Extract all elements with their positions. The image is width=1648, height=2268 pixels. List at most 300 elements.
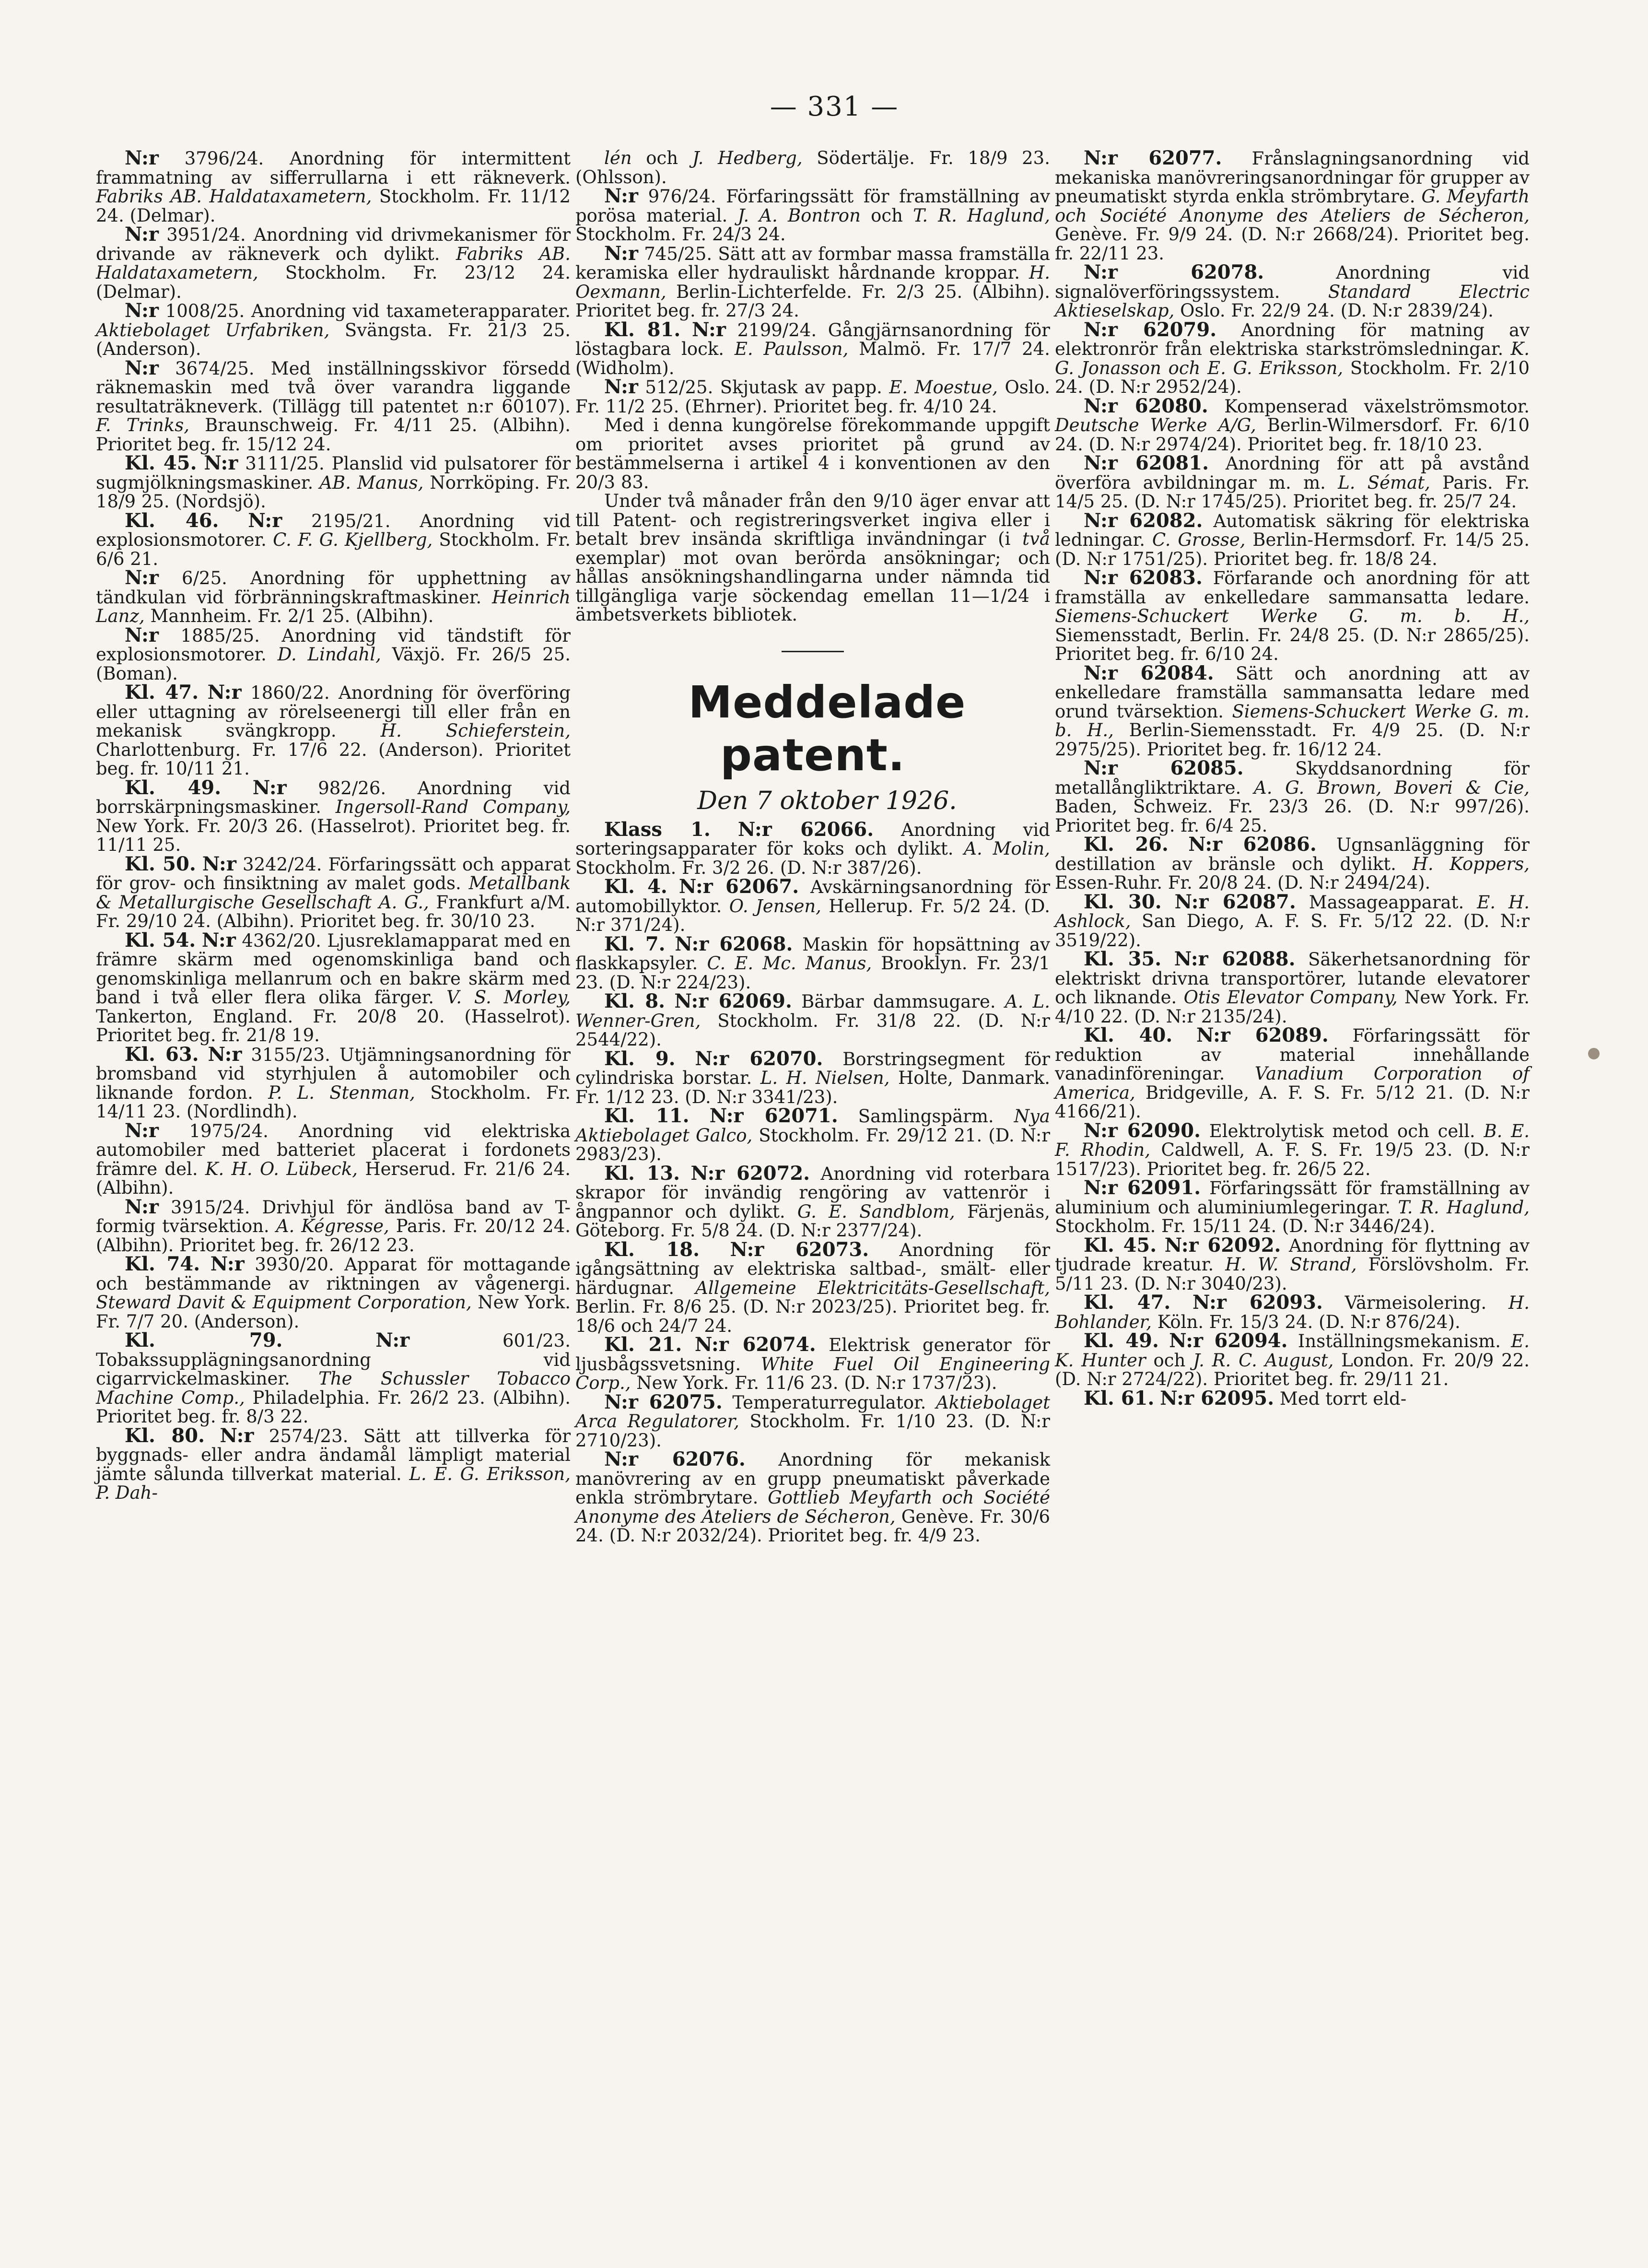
entry-text: Stockholm. Fr. 1/10 23. (D. N:r 2710/23). xyxy=(575,1411,1050,1451)
entry-text: Norrköping. Fr. 18/9 25. (Nordsjö). xyxy=(96,472,571,512)
patent-entry xyxy=(1055,454,1530,511)
entry-text: New York. Fr. 7/7 20. (Anderson). xyxy=(96,1292,571,1332)
patent-number: N:r 62094. xyxy=(1169,1329,1288,1352)
patent-entry xyxy=(575,877,1050,935)
entry-text: Stockholm. Fr. 29/12 21. (D. N:r 2983/23). xyxy=(575,1125,1051,1164)
patent-entry xyxy=(1055,835,1530,893)
class-label: Kl. 81. xyxy=(604,318,681,341)
entry-text: Elektrolytisk metod och cell. xyxy=(1201,1120,1484,1141)
entry-text: Stockholm. Fr. 24/3 24. xyxy=(575,224,786,245)
patent-entry xyxy=(96,568,571,626)
applicant-name: Ingersoll-Rand Company, xyxy=(335,797,571,817)
patent-entry xyxy=(96,1195,571,1256)
patent-number: N:r 62068. xyxy=(675,932,793,955)
entry-text: 4362/20. Ljusreklamapparat med en främre skärm med ogenomskinliga band och genomskinliga mellanrum och en bakre skärm med band i två eller flera olika färger. xyxy=(96,930,571,1008)
entry-text: Säkerhetsanordning för elektriskt drivna transportörer, lutande elevatorer och liknande. xyxy=(1055,949,1530,1008)
entry-text: Baden, Schweiz. Fr. 23/3 26. (D. N:r 997/26). Prioritet beg. fr. 6/4 25. xyxy=(1055,796,1530,836)
entry-text: 6/25. Anordning för upphettning av tändkulan vid förbränningskraftmaskiner. xyxy=(96,568,571,608)
applicant-name: L. E. G. Eriksson, P. Dah- xyxy=(96,1463,571,1503)
entry-text: Med torrt eld- xyxy=(1274,1388,1407,1409)
class-label: Kl. 74. xyxy=(125,1253,200,1275)
entry-text: 3111/25. Planslid vid pulsatorer för sugmjölkningsmaskiner. xyxy=(96,453,571,493)
entry-text: Paris. Fr. 14/5 25. (D. N:r 1745/25). Prioritet beg. fr. 25/7 24. xyxy=(1055,472,1530,512)
applicant-name: E. K. Hunter xyxy=(1055,1331,1530,1371)
entry-text: Anordning för igångsättning av elektriska saltbad-, smält- eller härdugnar. xyxy=(575,1239,1051,1298)
patent-number: N:r xyxy=(125,1195,159,1218)
entry-text: Massageapparat. xyxy=(1296,892,1477,913)
patent-entry xyxy=(1055,511,1530,569)
entry-text: 3951/24. Anordning vid drivmekanismer för drivande av räkneverk och dylikt. xyxy=(96,224,571,264)
entry-text: Stockholm. Fr. 6/6 21. xyxy=(96,529,571,569)
column-left xyxy=(96,149,571,1503)
applicant-name: Vanadium Corporation of America, xyxy=(1055,1063,1530,1103)
class-label: Kl. 49. xyxy=(125,776,222,799)
patent-number: N:r xyxy=(208,1043,242,1066)
class-label: Kl. 79. xyxy=(125,1329,283,1351)
entry-text: Sätt och anordning att av enkelledare framställa sammansatta ledare med orund tvärsektion. xyxy=(1055,663,1530,722)
patent-entry xyxy=(575,377,1050,416)
entry-text: Berlin. Fr. 8/6 25. (D. N:r 2023/25). Prioritet beg. fr. 18/6 och 24/7 24. xyxy=(575,1296,1050,1336)
patent-entry xyxy=(575,1164,1050,1240)
applicant-name: Siemens-Schuckert Werke G. m. b. H., xyxy=(1055,701,1530,740)
patent-number: N:r 62085. xyxy=(1084,757,1244,779)
applicant-name: E. Paulsson, xyxy=(734,339,849,359)
entry-text: Förfaringssätt för framställning av aluminium och aluminiumlegeringar. xyxy=(1055,1178,1530,1218)
patent-number: N:r xyxy=(204,452,238,474)
patent-entry xyxy=(96,1331,571,1426)
entry-text: 2199/24. Gångjärnsanordning för löstagbara lock. xyxy=(575,319,1050,359)
class-label: Kl. 47. xyxy=(1084,1291,1171,1314)
class-label: Kl. 50. xyxy=(125,852,196,875)
applicant-name: V. S. Morley, xyxy=(446,987,571,1008)
patent-number: N:r 62077. xyxy=(1084,147,1222,169)
patent-entry xyxy=(96,149,571,225)
entry-text: Anordning vid roterbara skrapor för invändig rengöring av vattenrör i ångpannor och dylikt. xyxy=(575,1163,1050,1222)
patent-entry xyxy=(575,1450,1050,1545)
entry-text: Siemensstadt, Berlin. Fr. 24/8 25. (D. N:r 2865/25). Prioritet beg. fr. 6/10 24. xyxy=(1055,624,1530,664)
patent-number: N:r 62072. xyxy=(690,1162,810,1185)
patent-entry xyxy=(96,778,571,855)
patent-number: N:r xyxy=(375,1329,410,1351)
class-label: Kl. 13. xyxy=(604,1162,680,1185)
entry-text: Oslo. Fr. 11/2 25. (Ehrner). Prioritet beg. fr. 4/10 24. xyxy=(575,377,1051,417)
entry-text: Förfaringssätt för reduktion av material innehållande vanadinföreningar. xyxy=(1055,1025,1530,1084)
patent-number: N:r 62080. xyxy=(1084,394,1208,417)
middle-bottom-entries xyxy=(575,820,1050,1545)
patent-number: N:r 62089. xyxy=(1196,1024,1329,1046)
patent-entry xyxy=(96,852,571,931)
class-label: Kl. 9. xyxy=(604,1047,676,1070)
patent-entry xyxy=(1055,394,1530,455)
patent-entry xyxy=(1055,1293,1530,1331)
applicant-name: Steward Davit & Equipment Corporation, xyxy=(96,1292,472,1313)
applicant-name: A. G. Brown, Boveri & Cie, xyxy=(1254,777,1530,798)
class-label: Kl. 7. xyxy=(604,932,666,955)
applicant-name: Nya Aktiebolaget Galco, xyxy=(575,1106,1050,1146)
patent-entry xyxy=(575,244,1050,320)
patent-entry xyxy=(575,992,1050,1049)
applicant-name: L. Sémat, xyxy=(1338,472,1430,493)
applicant-name: Standard Electric Aktieselskap, xyxy=(1055,281,1530,321)
patent-number: N:r 62070. xyxy=(695,1047,823,1070)
class-label: Kl. 11. xyxy=(604,1105,690,1127)
class-label: Kl. 30. xyxy=(1084,890,1162,913)
entry-text: Mannheim. Fr. 2/1 25. (Albihn). xyxy=(144,606,434,626)
entry-text: Värmeisolering. xyxy=(1322,1293,1508,1313)
patent-number: N:r 62081. xyxy=(1084,452,1209,474)
patent-number: N:r xyxy=(604,376,638,398)
entry-text: New York. Fr. 4/10 22. (D. N:r 2135/24). xyxy=(1055,987,1530,1027)
applicant-name: H. Bohlander, xyxy=(1055,1293,1530,1332)
entry-text: Inställningsmekanism. xyxy=(1287,1331,1511,1351)
column-middle xyxy=(575,149,1050,1545)
patent-number: N:r xyxy=(125,566,159,589)
patent-number: N:r 62091. xyxy=(1084,1176,1201,1199)
applicant-name: C. E. Mc. Manus, xyxy=(707,953,872,974)
entry-text: och xyxy=(631,148,692,168)
applicant-name: The Schussler Tobacco Machine Comp., xyxy=(96,1368,571,1408)
entry-text: Frånslagningsanordning vid mekaniska manövreringsanordningar för grupper av pneumatiskt styrda enkla strömbrytare. xyxy=(1055,148,1530,207)
applicant-name: A. Molin, xyxy=(964,838,1050,859)
patent-number: N:r 62093. xyxy=(1192,1291,1323,1314)
applicant-name: A. L. Wenner-Gren, xyxy=(575,991,1050,1031)
patent-entry xyxy=(1055,320,1530,397)
class-label: Klass 1. xyxy=(604,818,711,841)
entry-text: Stockholm. Fr. 31/8 22. (D. N:r 2544/22). xyxy=(575,1010,1050,1050)
entry-text: San Diego, A. F. S. Fr. 5/12 22. (D. N:r 3519/22). xyxy=(1055,911,1530,951)
patent-number: N:r 62084. xyxy=(1084,661,1214,684)
entry-text: Maskin för hopsättning av flaskkapsyler. xyxy=(575,934,1050,974)
class-label: Kl. 45. xyxy=(1084,1234,1157,1257)
applicant-name: G. Meyfarth och Société Anonyme des Ateliers de Sécheron, xyxy=(1055,186,1530,226)
entry-text: Temperaturregulator. xyxy=(722,1392,936,1413)
entry-text: 512/25. Skjutask av papp. xyxy=(638,377,889,398)
entry-text: 3674/25. Med inställningsskivor försedd räknemaskin med två över varandra liggande resultaträkneverk. (Tillägg till patentet n:r 60107). xyxy=(96,358,571,417)
entry-text: Anordning för att på avstånd överföra avbildningar m. m. xyxy=(1055,453,1530,493)
applicant-name: T. R. Haglund, xyxy=(913,205,1051,226)
applicant-name: C. F. G. Kjellberg, xyxy=(273,529,433,550)
applicant-name: L. H. Nielsen, xyxy=(760,1068,890,1088)
entry-text: 1975/24. Anordning vid elektriska automobiler med batteriet placerat i fordonets främre del. xyxy=(96,1120,571,1179)
middle-top-entries xyxy=(575,149,1050,624)
patent-entry xyxy=(96,1121,571,1198)
entry-text: Borstringsegment för cylindriska borstar. xyxy=(575,1048,1050,1088)
patent-number: N:r xyxy=(201,928,236,952)
class-label: Kl. 80. xyxy=(125,1424,205,1447)
applicant-name: Fabriks AB. Haldataxametern, xyxy=(96,186,372,207)
applicant-name: E. H. Ashlock, xyxy=(1055,892,1530,931)
patent-number: N:r xyxy=(207,681,242,704)
entry-text: Philadelphia. Fr. 26/2 23. (Albihn). Prioritet beg. fr. 8/3 22. xyxy=(96,1387,571,1427)
applicant-name: A. Kégresse, xyxy=(276,1216,389,1236)
patent-entry xyxy=(1055,1236,1530,1293)
class-label: Kl. 40. xyxy=(1084,1024,1173,1046)
patent-number: N:r 62090. xyxy=(1084,1119,1201,1142)
patent-number: N:r xyxy=(691,318,726,341)
applicant-name: K. G. Jonasson och E. G. Eriksson, xyxy=(1055,339,1530,378)
entry-text: Växjö. Fr. 26/5 25. (Boman). xyxy=(96,644,571,684)
patent-number: N:r 62095. xyxy=(1160,1387,1274,1410)
applicant-name: J. A. Bontron xyxy=(737,205,861,226)
patent-number: N:r 62079. xyxy=(1084,318,1217,341)
patent-number: N:r 62088. xyxy=(1174,948,1296,970)
applicant-name: White Fuel Oil Engineering Corp., xyxy=(575,1353,1050,1393)
entry-text: Södertälje. Fr. 18/9 23. (Ohlsson). xyxy=(575,148,1050,188)
class-label: Kl. 35. xyxy=(1084,948,1162,970)
applicant-name: H. Schieferstein, xyxy=(380,720,571,741)
entry-text: 3796/24. Anordning för intermittent frammatning av sifferrullarna i ett räkneverk. xyxy=(96,148,571,188)
entry-text: och xyxy=(1145,1350,1193,1371)
entry-text: Paris. Fr. 20/12 24. (Albihn). Prioritet beg. fr. 26/12 23. xyxy=(96,1216,571,1256)
entry-text: New York. Fr. 20/3 26. (Hasselrot). Prioritet beg. fr. 11/11 25. xyxy=(96,815,571,855)
entry-text: Stockholm. Fr. 2/10 24. (D. N:r 2952/24). xyxy=(1055,357,1530,397)
applicant-name: D. Lindahl, xyxy=(277,644,381,665)
patent-entry xyxy=(1055,1121,1530,1179)
entry-text: 2574/23. Sätt att tillverka för byggnads- eller andra ändamål lämpligt material jämte sålunda tillverkat material. xyxy=(96,1425,571,1484)
class-label: Kl. 61. xyxy=(1084,1387,1155,1410)
patent-number: N:r xyxy=(125,299,159,322)
applicant-name: lén xyxy=(604,148,632,168)
entry-text: Samlingspärm. xyxy=(838,1106,1014,1127)
applicant-name: Aktiebolaget Arca Regulatorer, xyxy=(575,1392,1050,1432)
entry-text: Oslo. Fr. 22/9 24. (D. N:r 2839/24). xyxy=(1174,300,1494,321)
class-label: Kl. 4. xyxy=(604,875,667,898)
applicant-name: Fabriks AB. Haldataxametern, xyxy=(96,243,571,283)
applicant-name: AB. Manus, xyxy=(319,472,424,493)
applicant-name: Metallbank & Metallurgische Gesellschaft A. G., xyxy=(96,873,571,913)
entry-text: Avskärningsanordning för automobillyktor. xyxy=(575,877,1051,917)
applicant-name: Heinrich Lanz, xyxy=(96,587,571,626)
class-label: Kl. 47. xyxy=(125,681,199,704)
applicant-name: H. W. Strand, xyxy=(1225,1254,1357,1275)
entry-text: Essen-Ruhr. Fr. 20/8 24. (D. N:r 2494/24). xyxy=(1055,872,1431,893)
patent-entry xyxy=(96,225,571,301)
applicant-name: T. R. Haglund, xyxy=(1398,1197,1530,1218)
applicant-name: O. Jensen, xyxy=(729,895,821,917)
entry-text: Stockholm. Fr. 14/11 23. (Nordlindh). xyxy=(96,1082,571,1122)
class-label: Kl. 8. xyxy=(604,990,666,1012)
entry-text: Stockholm. Fr. 3/2 26. (D. N:r 387/26). xyxy=(575,857,922,878)
entry-text: och xyxy=(860,205,913,226)
applicant-name: Siemens-Schuckert Werke G. m. b. H., xyxy=(1055,606,1530,626)
applicant-name: J. Hedberg, xyxy=(692,148,803,168)
section-date: Den 7 oktober 1926. xyxy=(697,786,957,815)
entry-text: 1885/25. Anordning vid tändstift för explosionsmotorer. xyxy=(96,625,571,665)
class-label: Kl. 18. xyxy=(604,1238,700,1261)
patent-entry xyxy=(1055,759,1530,835)
patent-number: N:r xyxy=(202,852,236,875)
patent-entry xyxy=(96,301,571,359)
class-label: Kl. 26. xyxy=(1084,833,1169,856)
patent-entry xyxy=(96,511,571,569)
entry-text: Bridgeville, A. F. S. Fr. 5/12 21. (D. N:r 4166/21). xyxy=(1055,1082,1530,1122)
patent-number: N:r xyxy=(248,509,282,532)
entry-text: 3915/24. Drivhjul för ändlösa band av T-formig tvärsektion. xyxy=(96,1197,571,1236)
patent-number: N:r 62075. xyxy=(604,1390,723,1413)
patent-entry xyxy=(575,492,1050,624)
patent-number: N:r 62092. xyxy=(1164,1234,1281,1257)
patent-entry xyxy=(575,1049,1050,1107)
patent-entry xyxy=(1055,1331,1530,1389)
entry-text: Malmö. Fr. 17/7 24. (Widholm). xyxy=(575,339,1050,378)
entry-text: Anordning för mekanisk manövrering av en grupp pneumatiskt påverkade enkla strömbrytare. xyxy=(575,1449,1050,1508)
entry-text: Herserud. Fr. 21/6 24. (Albihn). xyxy=(96,1158,571,1198)
entry-text: Elektrisk generator för ljusbågssvetsning. xyxy=(575,1335,1050,1375)
entry-text: Automatisk säkring för elektriska ledningar. xyxy=(1055,510,1530,550)
applicant-name: E. Moestue, xyxy=(889,377,998,398)
section-heading: Meddelade patent. xyxy=(688,676,966,781)
entry-text: Frankfurt a/M. Fr. 29/10 24. (Albihn). Prioritet beg. fr. 30/10 23. xyxy=(96,892,571,931)
patent-entry xyxy=(1055,890,1530,951)
patent-entry xyxy=(1055,950,1530,1026)
entry-text: Förfarande och anordning för att framställa av enkelledare sammansatta ledare. xyxy=(1055,568,1530,608)
entry-text: Anordning vid signalöverföringssystem. xyxy=(1055,262,1530,302)
patent-entry xyxy=(1055,661,1530,760)
patent-number: N:r xyxy=(604,242,638,265)
entry-text: 2195/21. Anordning vid explosionsmotorer. xyxy=(96,510,571,550)
patent-number: N:r 62073. xyxy=(730,1238,869,1261)
patent-entry xyxy=(575,1240,1050,1336)
page-number: — 331 — xyxy=(770,91,899,122)
patent-entry xyxy=(96,683,571,778)
patent-number: N:r 62078. xyxy=(1084,261,1264,283)
patent-entry xyxy=(1055,1389,1530,1409)
patent-number: N:r xyxy=(125,356,159,379)
patent-entry xyxy=(96,356,571,455)
entry-text: Caldwell, A. F. S. Fr. 19/5 23. (D. N:r 1517/23). Prioritet beg. fr. 26/5 22. xyxy=(1055,1140,1530,1179)
entry-text: Ugnsanläggning för destillation av bränsle och dylikt. xyxy=(1055,834,1530,874)
column-right xyxy=(1055,149,1530,1408)
entry-text: Charlottenburg. Fr. 17/6 22. (Anderson). Prioritet beg. fr. 10/11 21. xyxy=(96,739,571,779)
entry-text: Tankerton, England. Fr. 20/8 20. (Hasselrot). Prioritet beg. fr. 21/8 19. xyxy=(96,1006,571,1046)
patent-number: N:r 62071. xyxy=(709,1105,838,1127)
entry-text: Genève. Fr. 30/6 24. (D. N:r 2032/24). Prioritet beg. fr. 4/9 23. xyxy=(575,1506,1050,1546)
entry-text: Stockholm. Fr. 11/12 24. (Delmar). xyxy=(96,186,571,226)
entry-text: New York. Fr. 11/6 23. (D. N:r 1737/23). xyxy=(631,1373,997,1393)
entry-text: 976/24. Förfaringssätt för framställning av porösa material. xyxy=(575,186,1050,226)
entry-text: 3242/24. Förfaringssätt och apparat för grov- och finsiktning av malet gods. xyxy=(96,854,571,893)
patent-entry xyxy=(96,1255,571,1331)
patent-entry xyxy=(575,149,1050,187)
entry-text: Bärbar dammsugare. xyxy=(792,991,1005,1012)
patent-number: N:r xyxy=(252,776,287,799)
patent-entry xyxy=(96,1045,571,1121)
entry-text: Anordning för flyttning av tjudrade kreatur. xyxy=(1055,1235,1530,1275)
patent-entry xyxy=(1055,263,1530,320)
patent-entry xyxy=(575,1106,1050,1164)
entry-text: Berlin-Lichterfelde. Fr. 2/3 25. (Albihn). Prioritet beg. fr. 27/3 24. xyxy=(575,281,1050,321)
class-label: Kl. 49. xyxy=(1084,1329,1159,1352)
patent-number: N:r xyxy=(125,147,159,169)
entry-text: exemplar) mot ovan berörda ansökningar; och hållas ansökningshandlingarna under nämnda tid tillgängliga varje söckendag emellan 11—1/24 i ämbetsverkets bibliotek. xyxy=(575,547,1050,625)
patent-entry xyxy=(96,928,571,1046)
applicant-name: K. H. O. Lübeck, xyxy=(205,1158,358,1179)
entry-text: Stockholm. Fr. 15/11 24. (D. N:r 3446/24). xyxy=(1055,1216,1436,1236)
entry-text: Braunschweig. Fr. 4/11 25. (Albihn). Prioritet beg. fr. 15/12 24. xyxy=(96,415,571,455)
entry-text: 1860/22. Anordning för överföring eller uttagning av rörelseenergi till eller från en mekanisk svängkropp. xyxy=(96,682,571,741)
applicant-name: F. Trinks, xyxy=(96,415,189,435)
applicant-name: H. Koppers, xyxy=(1412,853,1530,874)
entry-text: London. Fr. 20/9 22. (D. N:r 2724/22). Prioritet beg. fr. 29/11 21. xyxy=(1055,1350,1530,1389)
patent-entry xyxy=(96,1426,571,1503)
patent-number: N:r 62067. xyxy=(678,875,799,898)
patent-entry xyxy=(575,320,1050,378)
entry-text: 982/26. Anordning vid borrskärpningsmaskiner. xyxy=(96,777,571,817)
applicant-name: P. L. Stenman, xyxy=(268,1082,415,1103)
class-label: Kl. 45. xyxy=(125,452,197,474)
patent-entry xyxy=(96,454,571,511)
applicant-name: Gottlieb Meyfarth och Société Anonyme des Ateliers de Sécheron, xyxy=(575,1487,1050,1527)
entry-text: Under två månader från den 9/10 äger envar att till Patent- och registreringsverket ingiva eller i betalt brev insända skriftliga invändningar (i xyxy=(575,491,1050,549)
entry-text: 1008/25. Anordning vid taxameterapparater. xyxy=(158,301,571,321)
applicant-name: Otis Elevator Company, xyxy=(1183,987,1398,1008)
patent-entry xyxy=(575,932,1051,993)
patent-number: N:r xyxy=(604,185,638,207)
patent-entry xyxy=(1055,568,1530,664)
applicant-name: B. E. F. Rhodin, xyxy=(1055,1120,1530,1160)
divider-rule xyxy=(782,651,844,652)
patent-number: N:r 62076. xyxy=(604,1448,746,1470)
patent-number: N:r xyxy=(220,1424,254,1447)
entry-text: 3930/20. Apparat för mottagande och bestämmande av riktningen av vågenergi. xyxy=(96,1254,571,1294)
patent-entry xyxy=(575,820,1050,878)
applicant-name: Deutsche Werke A/G, xyxy=(1055,415,1256,435)
patent-entry xyxy=(96,623,571,684)
entry-text: Brooklyn. Fr. 23/1 23. (D. N:r 224/23). xyxy=(575,953,1051,993)
entry-text: Stockholm. Fr. 23/12 24. (Delmar). xyxy=(96,262,571,302)
entry-text: Anordning vid sorteringsapparater för koks och dylikt. xyxy=(575,819,1050,859)
entry-text: 745/25. Sätt att av formbar massa framställa keramiska eller hydrauliskt hårdnande kroppar. xyxy=(575,243,1050,283)
patent-number: N:r xyxy=(210,1253,245,1275)
applicant-name: G. E. Sandblom, xyxy=(797,1201,955,1222)
entry-text: Med i denna kungörelse förekommande uppgift om prioritet avses prioritet på grund av bestämmelserna i artikel 4 i konventionen av den 20/3 83. xyxy=(575,415,1050,493)
patent-number: N:r 62074. xyxy=(694,1333,816,1356)
applicant-name: J. R. C. August, xyxy=(1193,1350,1334,1371)
entry-text: Berlin-Hermsdorf. Fr. 14/5 25. (D. N:r 1751/25). Prioritet beg. fr. 18/8 24. xyxy=(1055,529,1530,569)
entry-text: Köln. Fr. 15/3 24. (D. N:r 876/24). xyxy=(1151,1311,1461,1332)
applicant-name: C. Grosse, xyxy=(1152,529,1246,550)
entry-text: 601/23. Tobakssupplägningsanordning vid cigarrvickelmaskiner. xyxy=(96,1330,571,1389)
patent-entry xyxy=(1055,1026,1530,1121)
entry-text: Färjenäs, Göteborg. Fr. 5/8 24. (D. N:r 2377/24). xyxy=(575,1201,1050,1241)
entry-text: Svängsta. Fr. 21/3 25. (Anderson). xyxy=(96,319,571,359)
entry-text: Hellerup. Fr. 5/2 24. (D. N:r 371/24). xyxy=(575,895,1050,935)
patent-number: N:r xyxy=(125,1119,159,1142)
entry-text: Förslövsholm. Fr. 5/11 23. (D. N:r 3040/23). xyxy=(1055,1254,1530,1294)
patent-number: N:r 62083. xyxy=(1084,566,1203,589)
patent-entry xyxy=(1055,149,1530,263)
entry-text: Genève. Fr. 9/9 24. (D. N:r 2668/24). Prioritet beg. fr. 22/11 23. xyxy=(1055,224,1530,264)
patent-entry xyxy=(575,1335,1050,1393)
patent-entry xyxy=(575,1390,1050,1451)
margin-ink-dot xyxy=(1588,1048,1600,1059)
patent-number: N:r 62082. xyxy=(1084,509,1203,532)
entry-text: 3155/23. Utjämningsanordning för bromsband vid styrhjulen å automobiler och liknande fordon. xyxy=(96,1044,571,1103)
entry-text: Kompenserad växelströmsmotor. xyxy=(1208,396,1530,417)
patent-entry xyxy=(575,187,1050,244)
class-label: Kl. 46. xyxy=(125,509,219,532)
entry-text: Skyddsanordning för metallångliktriktare. xyxy=(1055,758,1530,798)
patent-entry xyxy=(1055,1178,1530,1236)
applicant-name: två xyxy=(1022,529,1050,549)
applicant-name: Aktiebolaget Urfabriken, xyxy=(96,319,330,341)
entry-text: Holte, Danmark. Fr. 1/12 23. (D. N:r 3341/23). xyxy=(575,1068,1051,1107)
patent-number: N:r 62066. xyxy=(737,818,874,841)
class-label: Kl. 63. xyxy=(125,1043,199,1066)
applicant-name: H. Oexmann, xyxy=(575,262,1050,302)
patent-number: N:r 62086. xyxy=(1188,833,1317,856)
patent-number: N:r 62087. xyxy=(1174,890,1296,913)
